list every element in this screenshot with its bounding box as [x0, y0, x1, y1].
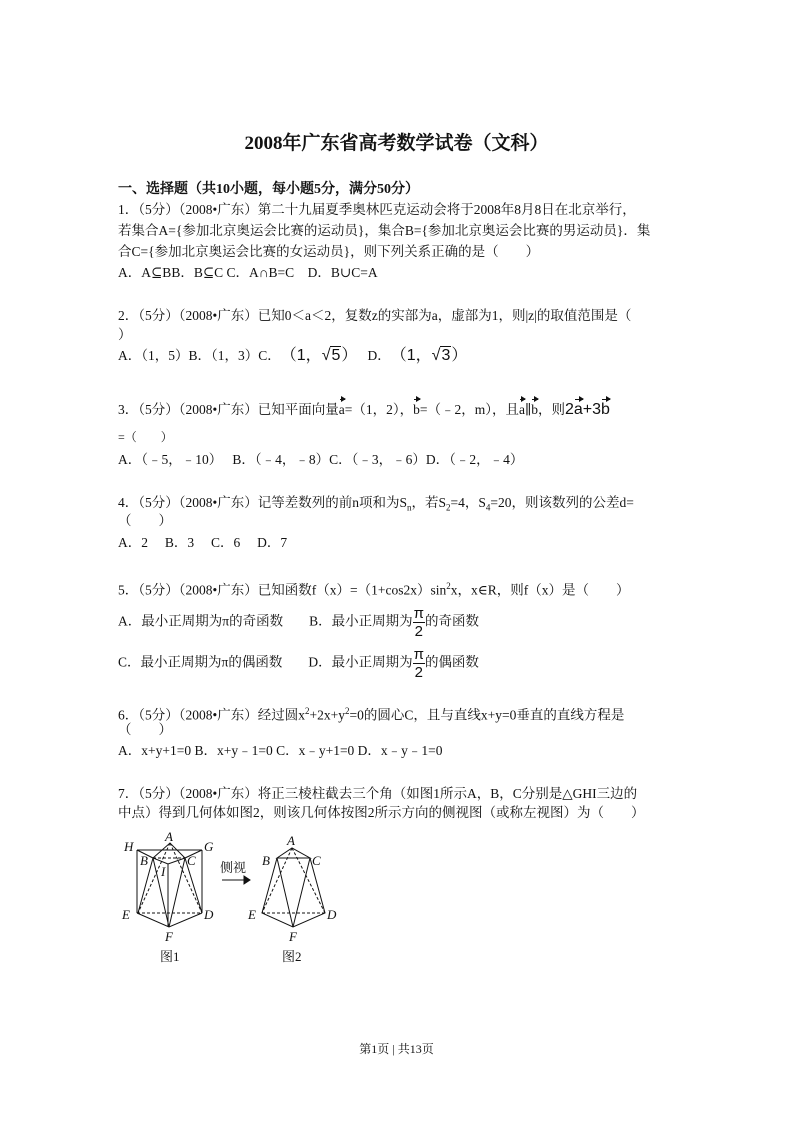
sqrt: √3	[431, 347, 451, 364]
parallel-symbol: ∥	[524, 402, 532, 417]
subscript: 2	[446, 502, 451, 513]
denominator: 2	[414, 623, 423, 640]
section-heading: 一、选择题（共10小题，每小题5分，满分50分）	[118, 182, 419, 197]
text: 4．（5分）（2008•广东）记等差数列的前n项和为S	[118, 495, 407, 510]
page-footer: 第1页 | 共13页	[359, 1042, 434, 1056]
fraction-pi-over-2	[413, 646, 425, 681]
text: ，若S	[411, 495, 446, 510]
q6-options: A．x+y+1=0 B．x+y﹣1=0 C．x﹣y+1=0 D．x﹣y﹣1=0	[118, 743, 443, 758]
superscript: 2	[304, 706, 310, 716]
q3-line1	[118, 401, 610, 419]
q5-options-ab	[118, 605, 479, 640]
q2-option-d: D．	[367, 348, 391, 363]
q5-option-d: D．最小正周期为	[308, 654, 413, 670]
q2-option-b: B．（1，3）	[188, 348, 259, 363]
q2-option-d-math	[399, 347, 468, 364]
radicand: 5	[331, 347, 341, 364]
label-F: F	[165, 929, 173, 944]
superscript: 2	[446, 581, 451, 591]
label-D: D	[204, 907, 214, 922]
subscript: 4	[485, 502, 491, 513]
text: 6．（5分）（2008•广东）经过圆x	[118, 707, 305, 723]
q5-line1	[118, 577, 629, 600]
text: =（﹣2，m），且	[419, 402, 519, 417]
page-title: 2008年广东省高考数学试卷（文科）	[244, 133, 549, 154]
q1-line2: 若集合A={参加北京奥运会比赛的运动员}，集合B={参加北京奥运会比赛的男运动员}．集	[118, 223, 651, 238]
arrowhead	[244, 876, 250, 884]
text: =0的圆心C，且与直线x+y=0垂直的直线方程是	[349, 707, 625, 723]
q5-option-a: A．最小正周期为π的奇函数	[118, 613, 284, 629]
text: ，则	[537, 402, 565, 417]
text: 5．（5分）（2008•广东）已知函数f（x）=（1+cos2x）sin	[118, 582, 447, 598]
q2-d-value: （1，	[398, 347, 432, 364]
vector-b: b	[601, 401, 610, 418]
label-D: D	[327, 907, 337, 922]
q3-expression	[565, 401, 610, 418]
q2-option-c-math	[289, 347, 358, 364]
q2-options	[118, 347, 467, 365]
denominator: 2	[414, 664, 423, 681]
q6-line1	[118, 702, 624, 725]
q4-options: A．2 B．3 C．6 D．7	[118, 535, 288, 550]
numerator: π	[413, 646, 424, 663]
q7-figure	[110, 825, 360, 970]
vector-b: b	[413, 402, 420, 417]
text: 3．（5分）（2008•广东）已知平面向量	[118, 402, 339, 417]
numerator: π	[413, 605, 424, 622]
label-A: A	[287, 833, 295, 848]
label-E: E	[248, 907, 256, 922]
label-E: E	[122, 907, 130, 922]
q7-line1: 7．（5分）（2008•广东）将正三棱柱截去三个角（如图1所示A，B，C分别是△GHI三边的	[118, 786, 638, 801]
label-H: H	[124, 839, 134, 854]
q2-line1: 2．（5分）（2008•广东）已知0＜a＜2，复数z的实部为a，虚部为1，则|z|的取值范围是（	[118, 308, 632, 323]
text: =20，则该数列的公差d=	[490, 495, 634, 510]
superscript: 2	[344, 706, 350, 716]
q7-line2: 中点）得到几何体如图2，则该几何体按图2所示方向的侧视图（或称左视图）为（ ）	[118, 805, 645, 820]
coef: +3	[582, 401, 602, 418]
sqrt: √5	[321, 347, 341, 364]
q2-c-end: ）	[341, 347, 358, 364]
label-F: F	[289, 929, 297, 944]
vector-a: a	[518, 402, 525, 417]
q2-c-value: （1，	[288, 347, 322, 364]
q5-options-cd	[118, 646, 479, 681]
label-B: B	[262, 853, 270, 868]
vector-a: a	[573, 401, 583, 418]
q2-line2: ）	[118, 327, 132, 342]
q5-option-c: C．最小正周期为π的偶函数	[118, 654, 283, 670]
text: =（1，2），	[344, 402, 414, 417]
text: x，x∈R，则f（x）是（ ）	[450, 582, 630, 598]
subscript: n	[406, 502, 412, 513]
q4-line2: （ ）	[118, 513, 172, 528]
coef: 2	[564, 401, 574, 418]
q3-options: A．（﹣5，﹣10） B．（﹣4，﹣8）C．（﹣3，﹣6）D．（﹣2，﹣4）	[118, 452, 524, 467]
q6-line2: （ ）	[118, 722, 172, 737]
label-G: G	[204, 839, 214, 854]
q4-line1	[118, 494, 634, 517]
caption-figure-1: 图1	[160, 949, 180, 964]
label-C: C	[187, 853, 196, 868]
q2-d-end: ）	[451, 347, 468, 364]
q5-option-b: B．最小正周期为	[309, 613, 413, 629]
fraction-pi-over-2	[413, 605, 425, 640]
text: 的奇函数	[424, 613, 479, 629]
q2-option-a: A．（1，5）	[118, 348, 189, 363]
label-C: C	[312, 853, 321, 868]
q1-line3: 合C={参加北京奥运会比赛的女运动员}，则下列关系正确的是（ ）	[118, 244, 540, 259]
q3-line2: =（ ）	[118, 430, 173, 444]
caption-figure-2: 图2	[282, 949, 302, 964]
q1-line1: 1．（5分）（2008•广东）第二十九届夏季奥林匹克运动会将于2008年8月8日在北京举行，	[118, 202, 636, 217]
q2-option-c: C．	[258, 348, 281, 363]
text: 的偶函数	[424, 654, 479, 670]
label-A: A	[165, 829, 173, 844]
side-view-label: 侧视	[220, 860, 247, 875]
q1-options: A．A⊆BB．B⊆C C．A∩B=C D．B∪C=A	[118, 265, 378, 280]
text: =4，S	[450, 495, 486, 510]
vector-a: a	[338, 402, 345, 417]
radicand: 3	[441, 347, 451, 364]
label-I: I	[161, 864, 166, 879]
label-B: B	[140, 853, 148, 868]
text: +2x+y	[309, 707, 345, 723]
vector-b: b	[531, 402, 538, 417]
